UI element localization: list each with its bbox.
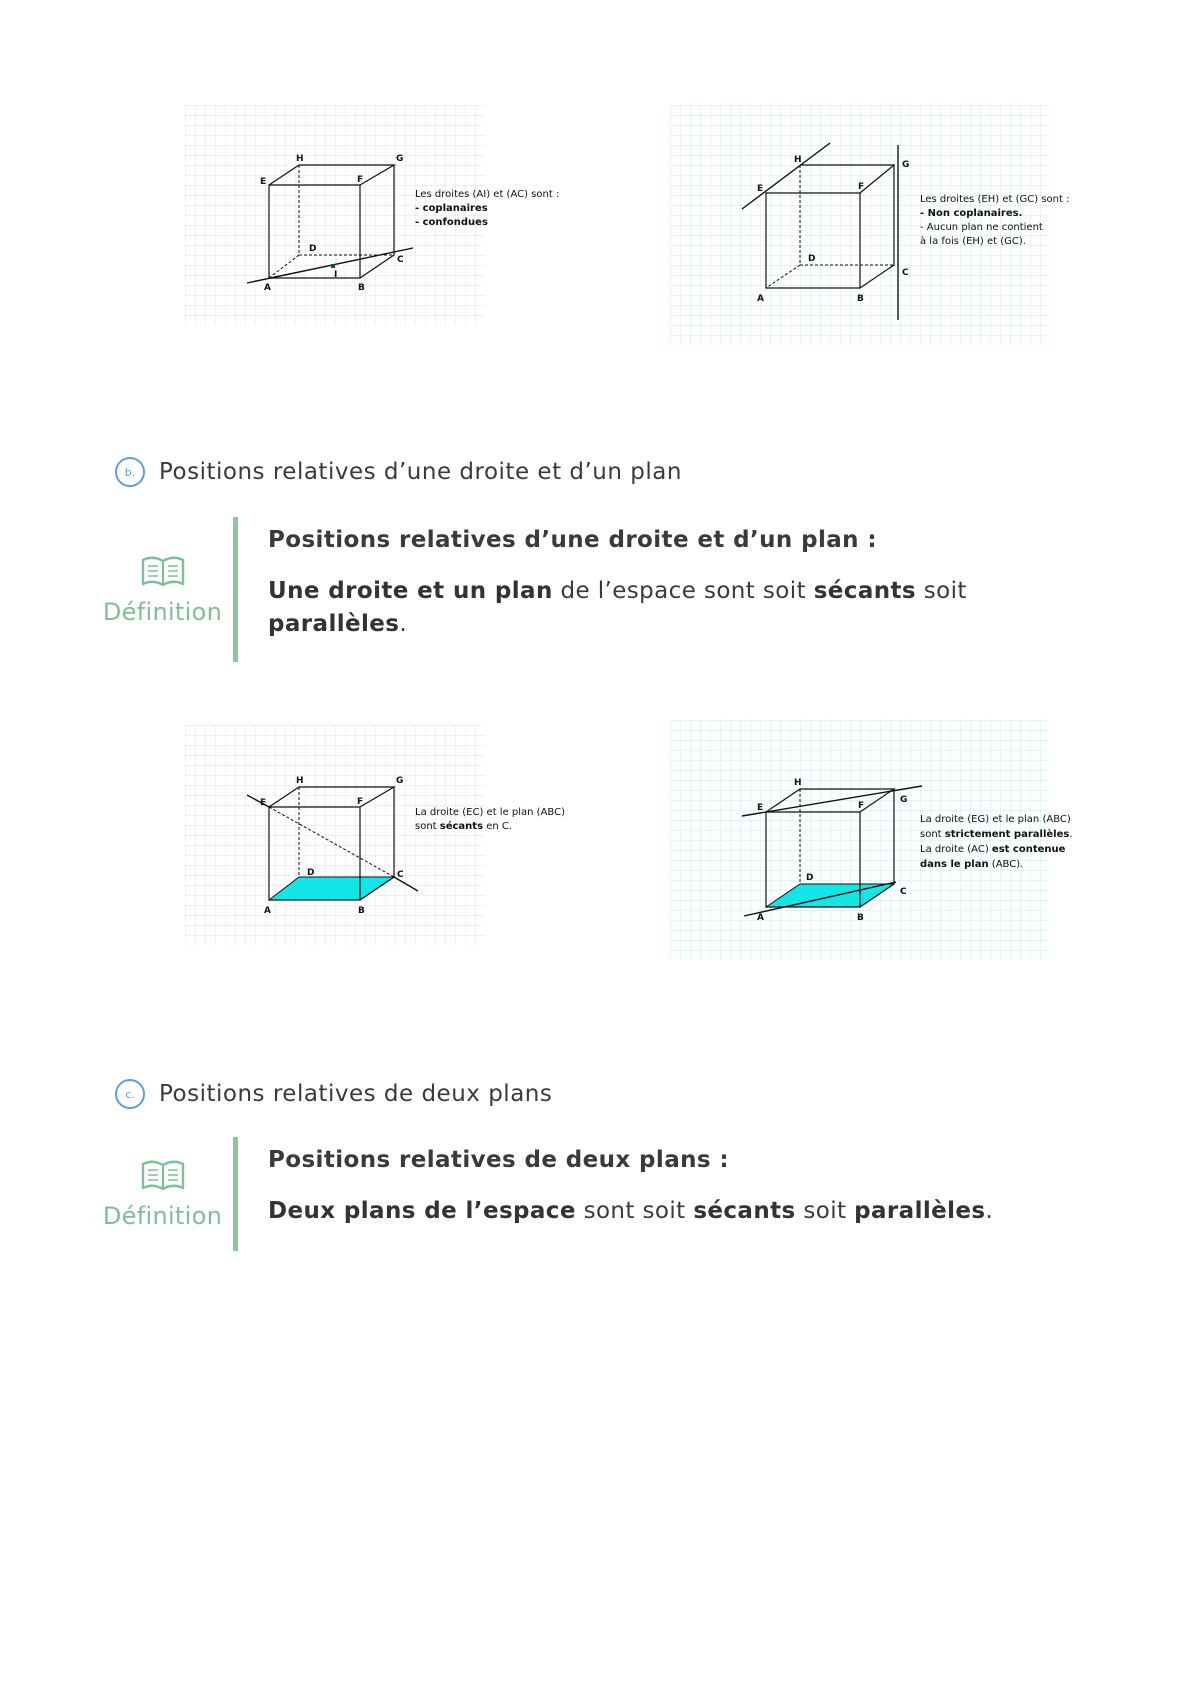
body-text: sont soit xyxy=(575,1198,694,1224)
term-droite-plan: Une droite et un plan xyxy=(268,578,553,604)
label-a: A xyxy=(757,294,764,304)
body-text: de l’espace sont soit xyxy=(552,578,814,604)
book-icon xyxy=(140,554,186,588)
section-c-badge: c. xyxy=(115,1079,145,1109)
note-bold: est contenue xyxy=(991,844,1066,855)
label-h: H xyxy=(296,776,304,786)
definition-title: Positions relatives d’une droite et d’un plan : xyxy=(268,527,877,553)
label-g: G xyxy=(900,795,908,805)
line-ec-inside xyxy=(269,807,394,877)
line-eh xyxy=(742,143,830,209)
label-d: D xyxy=(808,254,816,264)
definition-bar xyxy=(233,1137,238,1251)
term-paralleles: parallèles xyxy=(268,611,400,637)
label-c: C xyxy=(397,255,404,265)
note-line-1: La droite (EC) et le plan (ABC) xyxy=(415,807,565,818)
label-f: F xyxy=(357,175,364,185)
label-e: E xyxy=(260,177,267,187)
figure-non-coplanar-lines xyxy=(670,105,1070,345)
note-line-3: - confondues xyxy=(415,217,488,228)
note-bold: sécants xyxy=(439,821,484,832)
definition-body xyxy=(268,575,1058,641)
figure-line-plane-parallel xyxy=(670,720,1073,960)
note-line-1: Les droites (AI) et (AC) sont : xyxy=(415,189,560,200)
figure-line-plane-secant xyxy=(185,725,565,945)
note-text: sont xyxy=(415,821,440,832)
note-line-2 xyxy=(415,820,512,832)
note-text: en C. xyxy=(483,821,513,832)
definition-label: Définition xyxy=(102,597,223,626)
label-g: G xyxy=(396,154,404,164)
label-h: H xyxy=(794,155,802,165)
definition-label: Définition xyxy=(102,1202,223,1230)
label-c: C xyxy=(397,870,404,880)
note-text: sont xyxy=(920,829,945,840)
definition-bar xyxy=(233,517,238,662)
label-h: H xyxy=(794,778,802,788)
cube-edges xyxy=(269,165,394,278)
body-text: . xyxy=(399,611,408,637)
cube-hidden-edges xyxy=(269,165,394,278)
label-e: E xyxy=(757,803,764,813)
label-b: B xyxy=(358,283,365,293)
term-deux-plans: Deux plans de l’espace xyxy=(268,1198,576,1224)
label-a: A xyxy=(264,283,271,293)
label-a: A xyxy=(757,913,764,923)
body-text: soit xyxy=(916,578,967,604)
definition-side-c xyxy=(95,1137,230,1251)
definition-content-c xyxy=(268,1147,1058,1228)
section-b-heading xyxy=(115,455,682,489)
definition-body xyxy=(268,1195,1058,1228)
label-b: B xyxy=(358,906,365,916)
section-b-title: Positions relatives d’une droite et d’un plan xyxy=(159,459,682,485)
note-line-2: - coplanaires xyxy=(415,203,488,214)
cube-diagram-2 xyxy=(670,105,1070,345)
label-g: G xyxy=(396,776,404,786)
note-text: . xyxy=(1069,829,1073,840)
label-e: E xyxy=(260,798,267,808)
definition-box-c xyxy=(95,1137,1075,1251)
note-line-4: à la fois (EH) et (GC). xyxy=(920,236,1026,247)
note-text: (ABC). xyxy=(988,859,1024,870)
label-f: F xyxy=(357,797,364,807)
section-b-badge: b. xyxy=(115,457,145,487)
label-i: I xyxy=(334,270,338,280)
point-i xyxy=(331,264,335,268)
label-d: D xyxy=(307,868,315,878)
definition-content-b xyxy=(268,527,1058,641)
label-d: D xyxy=(806,873,814,883)
note-line-1: La droite (EG) et le plan (ABC) xyxy=(920,814,1071,825)
figure-coplanar-lines xyxy=(185,105,560,325)
plane-abc xyxy=(269,877,394,900)
label-c: C xyxy=(900,887,907,897)
cube-edges xyxy=(766,165,894,288)
label-c: C xyxy=(902,268,909,278)
label-b: B xyxy=(857,294,864,304)
cube-diagram-4 xyxy=(670,720,1073,960)
label-e: E xyxy=(757,184,764,194)
section-c-heading xyxy=(115,1077,552,1111)
label-d: D xyxy=(309,244,317,254)
definition-box-b xyxy=(95,517,1075,662)
note-bold: dans le plan xyxy=(920,859,989,870)
book-icon xyxy=(140,1158,186,1192)
note-line-3 xyxy=(920,844,1066,855)
cube-hidden-edges xyxy=(766,165,894,288)
definition-title: Positions relatives de deux plans : xyxy=(268,1147,729,1173)
section-c-title: Positions relatives de deux plans xyxy=(159,1081,553,1107)
label-b: B xyxy=(857,913,864,923)
note-line-4 xyxy=(920,859,1023,870)
note-line-3: - Aucun plan ne contient xyxy=(920,222,1043,233)
label-h: H xyxy=(296,154,304,164)
label-f: F xyxy=(858,801,865,811)
label-a: A xyxy=(264,906,271,916)
label-g: G xyxy=(902,160,910,170)
note-line-1: Les droites (EH) et (GC) sont : xyxy=(920,194,1070,205)
body-text: soit xyxy=(795,1198,855,1224)
note-line-2: - Non coplanaires. xyxy=(920,208,1023,219)
body-text: . xyxy=(985,1198,994,1224)
term-paralleles: parallèles xyxy=(854,1198,986,1224)
term-secants: sécants xyxy=(813,578,917,604)
note-text: La droite (AC) xyxy=(920,844,992,855)
cube-diagram-1 xyxy=(185,105,560,325)
note-bold: strictement parallèles xyxy=(944,829,1070,840)
cube-diagram-3 xyxy=(185,725,565,945)
note-line-2 xyxy=(920,828,1073,840)
label-f: F xyxy=(858,182,865,192)
definition-side-b xyxy=(95,517,230,662)
term-secants: sécants xyxy=(693,1198,796,1224)
